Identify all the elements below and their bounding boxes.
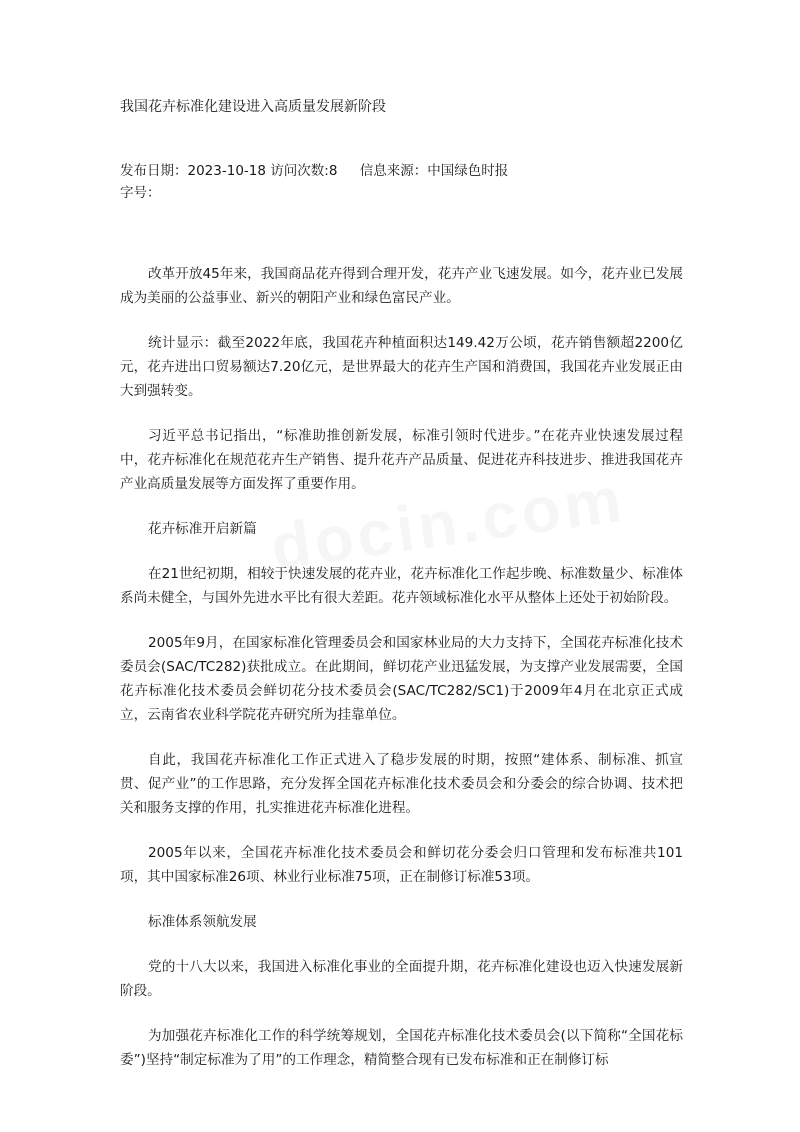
paragraph: 习近平总书记指出，“标准助推创新发展，标准引领时代进步。”在花卉业快速发展过程中，花卉标准化在规范花卉生产销售、提升花卉产品质量、促进花卉科技进步、推进我国花卉产业高质量发展等方面发挥了重要作用。 <box>120 428 683 492</box>
article-body <box>120 262 683 1093</box>
article-meta <box>120 160 508 204</box>
visit-count: 访问次数:8 <box>270 163 338 179</box>
paragraph: 2005年以来，全国花卉标准化技术委员会和鲜切花分委会归口管理和发布标准共101项，其中国家标准26项、林业行业标准75项，正在制修订标准53项。 <box>120 845 683 885</box>
paragraph: 为加强花卉标准化工作的科学统筹规划，全国花卉标准化技术委员会(以下简称“全国花标委”)坚持“制定标准为了用”的工作理念，精简整合现有已发布标准和正在制修订标 <box>120 1028 683 1068</box>
paragraph: 统计显示：截至2022年底，我国花卉种植面积达149.42万公顷，花卉销售额超2200亿元，花卉进出口贸易额达7.20亿元，是世界最大的花卉生产国和消费国，我国花卉业发展正由大到强转变。 <box>120 335 683 399</box>
paragraph: 改革开放45年来，我国商品花卉得到合理开发，花卉产业飞速发展。如今，花卉业已发展成为美丽的公益事业、新兴的朝阳产业和绿色富民产业。 <box>120 266 683 306</box>
section-heading: 花卉标准开启新篇 <box>148 521 257 537</box>
news-source: 信息来源：中国绿色时报 <box>359 163 509 179</box>
article-title: 我国花卉标准化建设进入高质量发展新阶段 <box>120 99 386 115</box>
paragraph: 在21世纪初期，相较于快速发展的花卉业，花卉标准化工作起步晚、标准数量少、标准体系尚未健全，与国外先进水平比有很大差距。花卉领域标准化水平从整体上还处于初始阶段。 <box>120 566 683 606</box>
font-size-label: 字号： <box>120 185 161 201</box>
section-heading: 标准体系领航发展 <box>148 914 257 930</box>
publish-date: 发布日期：2023-10-18 <box>120 163 266 179</box>
meta-row <box>120 160 508 182</box>
paragraph: 党的十八大以来，我国进入标准化事业的全面提升期，花卉标准化建设也迈入快速发展新阶段。 <box>120 959 683 999</box>
paragraph: 2005年9月，在国家标准化管理委员会和国家林业局的大力支持下，全国花卉标准化技术委员会(SAC/TC282)获批成立。在此期间，鲜切花产业迅猛发展，为支撑产业发展需要，全国花卉标准化技术委员会鲜切花分技术委员会(SAC/TC282/SC1)于2009年4月在北京正式成立，云南省农业科学院花卉研究所为挂靠单位。 <box>120 635 683 723</box>
paragraph: 自此，我国花卉标准化工作正式进入了稳步发展的时期，按照“建体系、制标准、抓宣贯、促产业”的工作思路，充分发挥全国花卉标准化技术委员会和分委会的综合协调、技术把关和服务支撑的作用，扎实推进花卉标准化进程。 <box>120 752 683 816</box>
